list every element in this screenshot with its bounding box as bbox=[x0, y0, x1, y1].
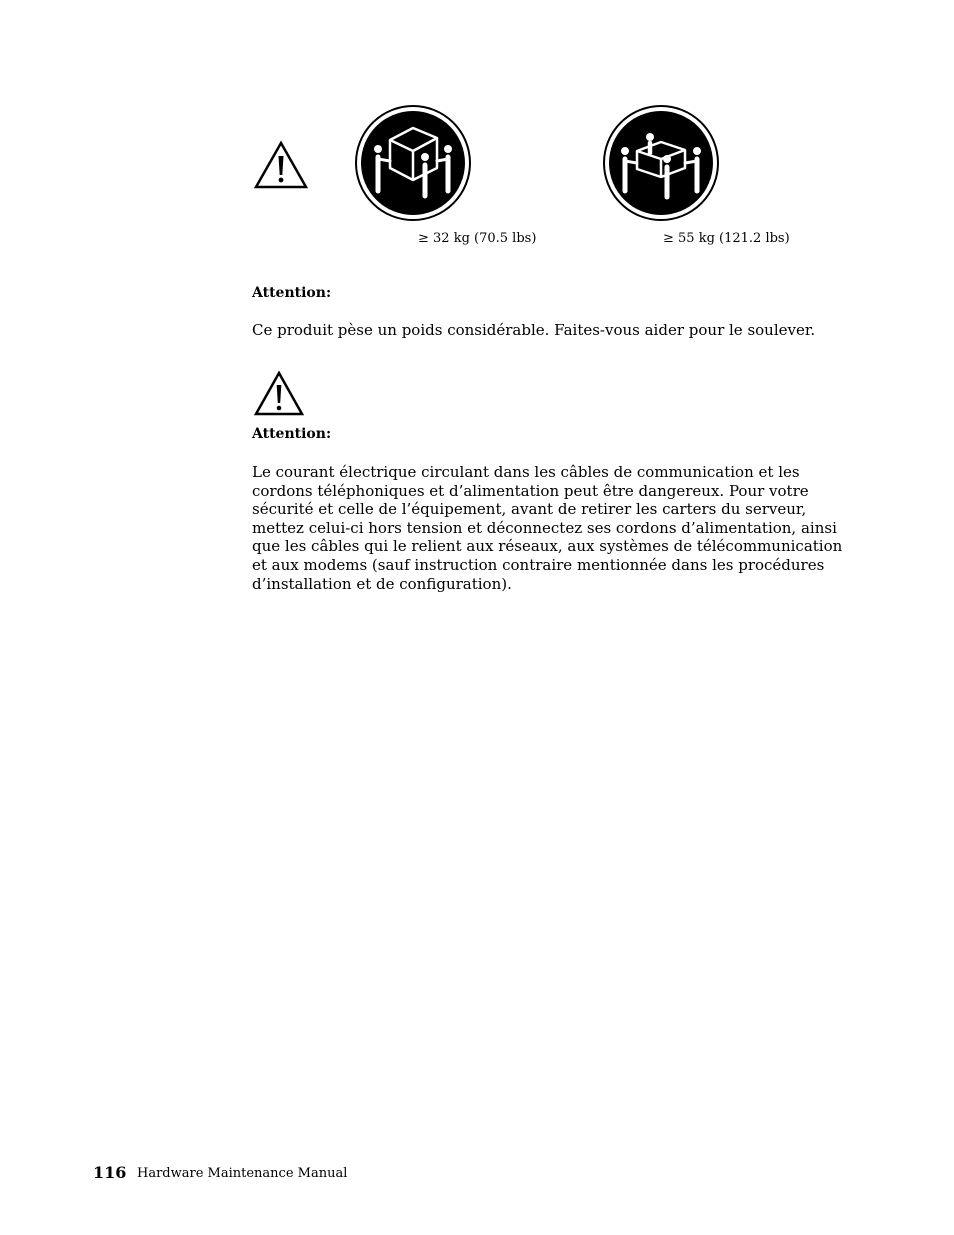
warning-triangle-icon bbox=[253, 140, 309, 190]
three-person-lift-icon bbox=[603, 105, 719, 221]
notice-heading: Attention: bbox=[252, 285, 332, 301]
notice-heading: Attention: bbox=[252, 426, 332, 442]
two-person-lift-caption: ≥ 32 kg (70.5 lbs) bbox=[418, 231, 537, 246]
notice-text: Le courant électrique circulant dans les câbles de communication et les cordons téléphoniques et d’alimentation peut être dangereux. Pour votre sécurité et celle de l’équipement, avant de retirer les carters du serveur, mettez celui-ci hors tension et déconnectez ses cordons d’alimentation, ainsi que les câbles qui le relient aux réseaux, aux systèmes de télécommunication et aux modems (sauf instruction contraire mentionnée dans les procédures d’installation et de configuration). bbox=[252, 463, 843, 593]
warning-triangle-icon bbox=[253, 370, 305, 417]
manual-title: Hardware Maintenance Manual bbox=[137, 1166, 348, 1181]
page-number: 116 bbox=[93, 1163, 127, 1182]
three-person-lift-caption: ≥ 55 kg (121.2 lbs) bbox=[663, 231, 790, 246]
two-person-lift-icon bbox=[355, 105, 471, 221]
notice-text: Ce produit pèse un poids considérable. Faites-vous aider pour le soulever. bbox=[252, 321, 816, 339]
